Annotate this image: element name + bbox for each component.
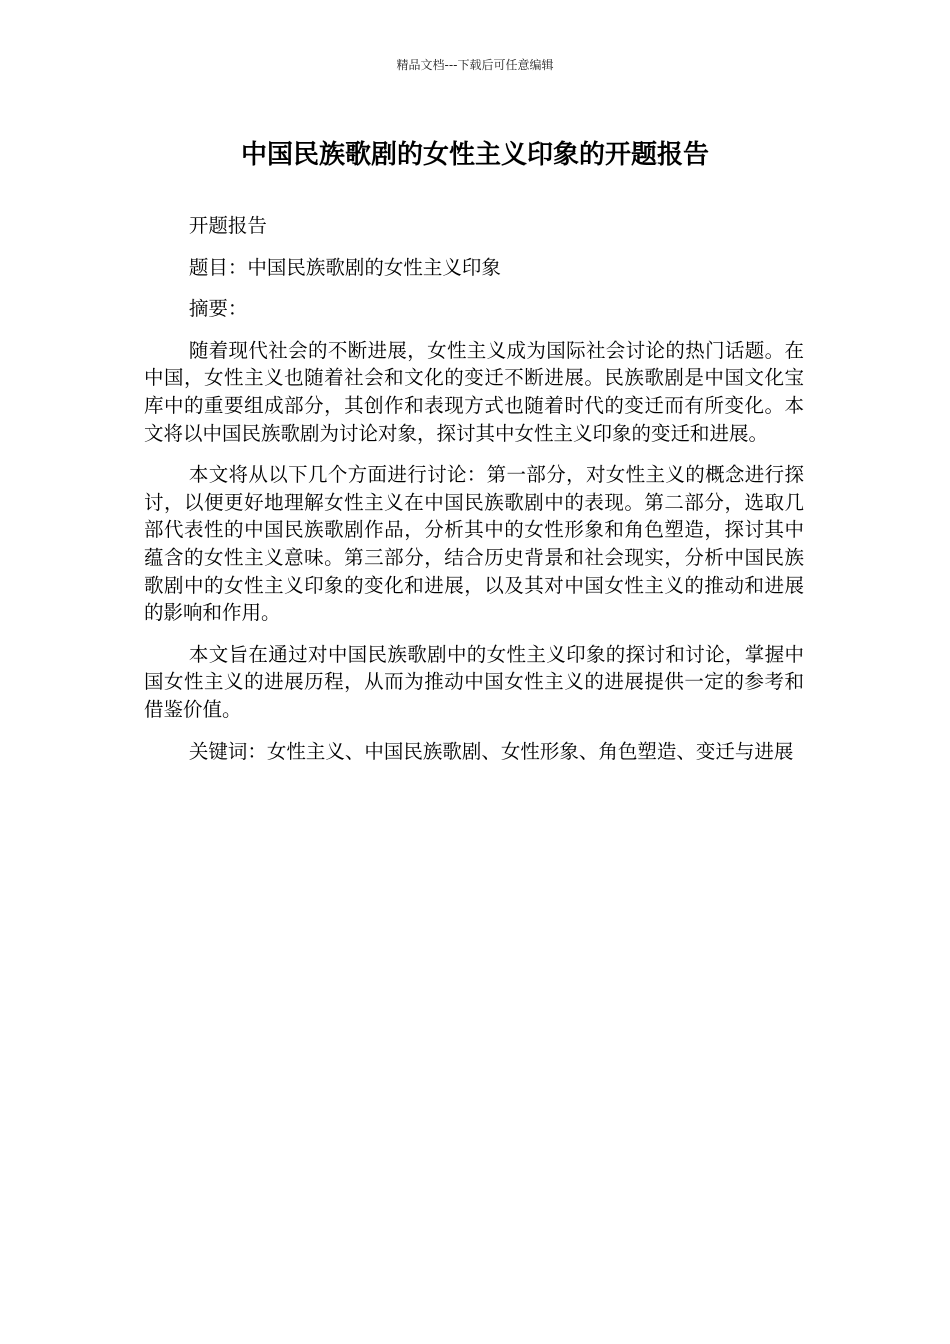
document-title: 中国民族歌剧的女性主义印象的开题报告 (240, 140, 709, 170)
abstract-label: 摘要： (188, 297, 248, 321)
header-note: 精品文档---下载后可任意编辑 (396, 58, 554, 72)
abstract-paragraph-1: 随着现代社会的不断进展，女性主义成为国际社会讨论的热门话题。在中国，女性主义也随着社会和文化的变迁不断进展。民族歌剧是中国文化宝库中的重要组成部分，其创作和表现方式也随着时代的变迁而有所变化。本文将以中国民族歌剧为讨论对象，探讨其中女性主义印象的变迁和进展。 (144, 338, 804, 445)
document-body (144, 212, 804, 779)
abstract-paragraph-2: 本文将从以下几个方面进行讨论：第一部分，对女性主义的概念进行探讨，以便更好地理解女性主义在中国民族歌剧中的表现。第二部分，选取几部代表性的中国民族歌剧作品，分析其中的女性形象和角色塑造，探讨其中蕴含的女性主义意味。第三部分，结合历史背景和社会现实，分析中国民族歌剧中的女性主义印象的变化和进展，以及其对中国女性主义的推动和进展的影响和作用。 (144, 463, 804, 625)
keywords-paragraph: 关键词：女性主义、中国民族歌剧、女性形象、角色塑造、变迁与进展 (188, 739, 794, 763)
report-label: 开题报告 (188, 214, 267, 237)
abstract-paragraph-3: 本文旨在通过对中国民族歌剧中的女性主义印象的探讨和讨论，掌握中国女性主义的进展历程，从而为推动中国女性主义的进展提供一定的参考和借鉴价值。 (144, 642, 804, 721)
topic-line: 题目：中国民族歌剧的女性主义印象 (188, 255, 501, 279)
